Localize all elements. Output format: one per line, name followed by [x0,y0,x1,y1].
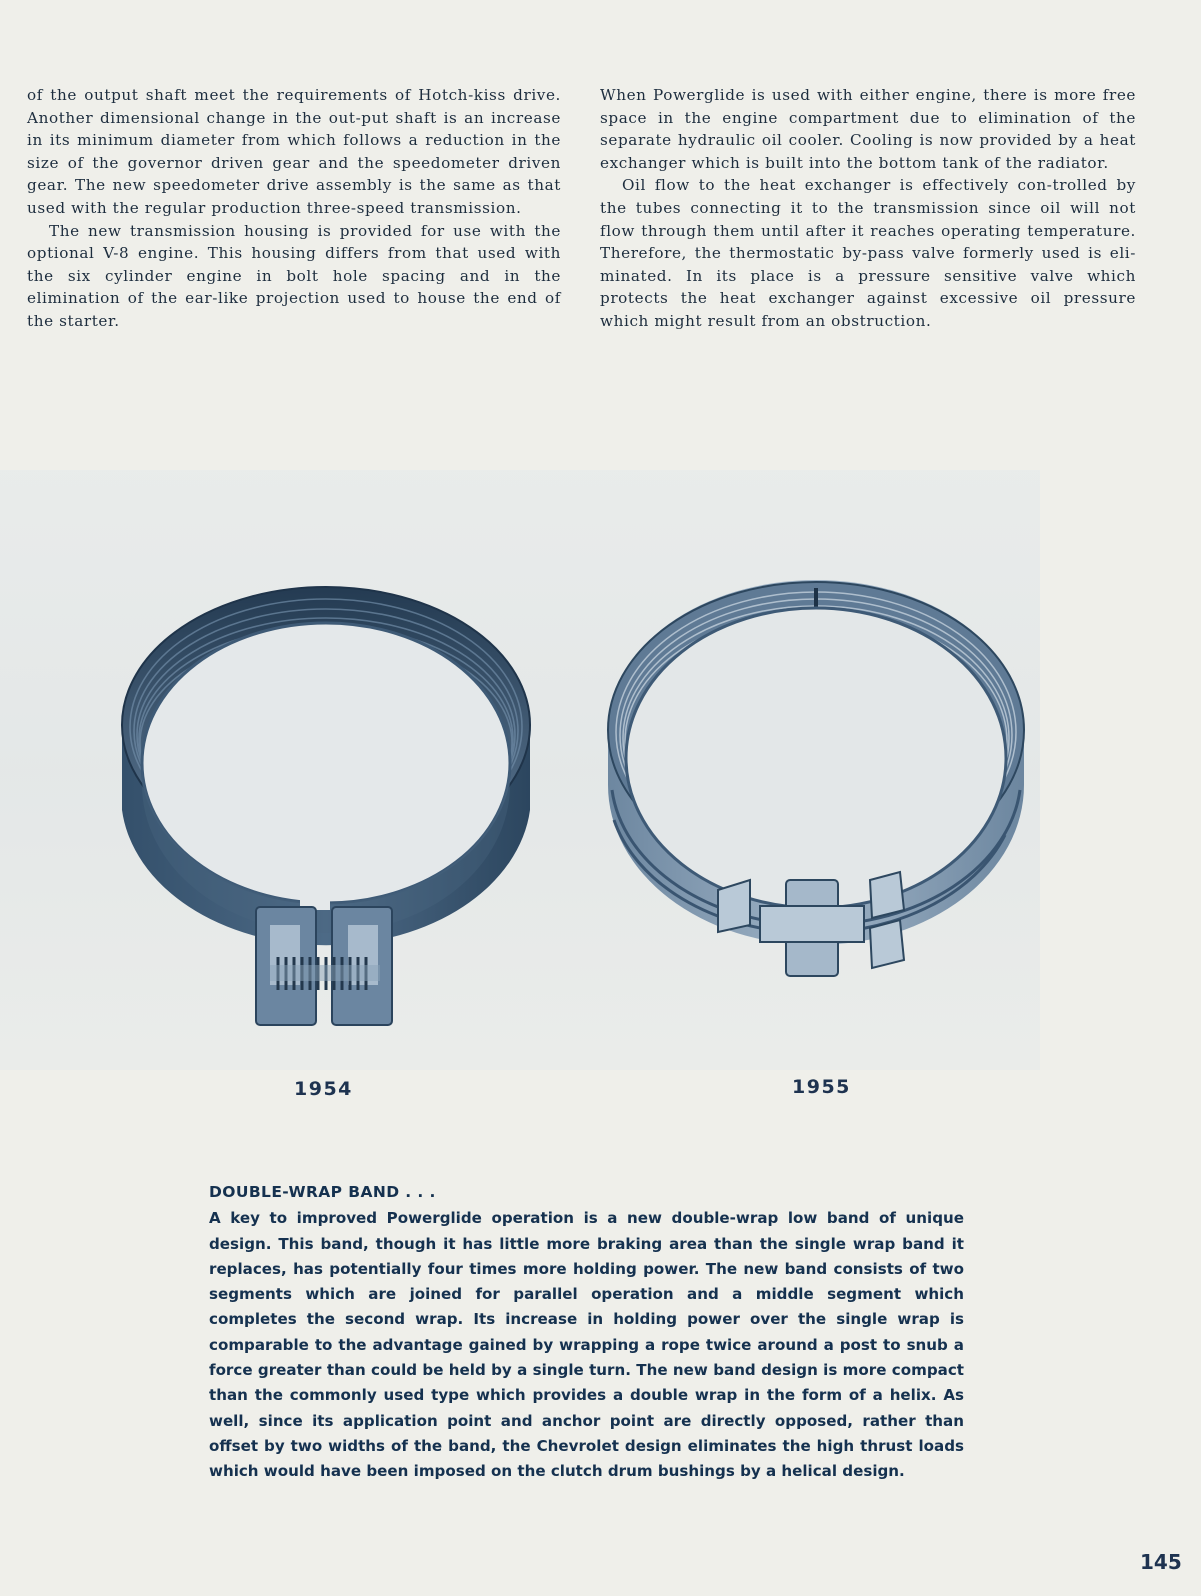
left-paragraph-2: The new transmission housing is provided for use with the optional V-8 engine. This housing differs from that used with the six cylinder engine in bolt hole spacing and in the elimination of the ear-like projection used to house the end of the starter. [27,221,561,330]
left-text-column [27,84,561,333]
right-paragraph-2: Oil flow to the heat exchanger is effectively con-trolled by the tubes connecting it to the transmission since oil will not flow through them until after it reaches operating temperature. Therefore, the thermostatic by-pass valve formerly used is eli-minated. In its place is a pressure sensitive valve which protects the heat exchanger against excessive oil pressure which might result from an obstruction. [600,176,1136,330]
right-paragraph-1: When Powerglide is used with either engine, there is more free space in the engine compartment due to elimination of the separate hydraulic oil cooler. Cooling is now provided by a heat exchanger which is built into the bottom tank of the radiator. [600,86,1136,172]
band-1954-label: 1954 [294,1078,353,1100]
band-1954-illustration [110,585,550,1055]
left-paragraph-1: of the output shaft meet the requirements of Hotch-kiss drive. Another dimensional change in the out-put shaft is an increase in its minimum diameter from which follows a reduction in the size of the governor driven gear and the speedometer driven gear. The new speedometer drive assembly is the same as that used with the regular production three-speed transmission. [27,86,561,217]
band-1955-label: 1955 [792,1076,851,1098]
band-1955-illustration [600,580,1030,1000]
page-number: 145 [1140,1550,1182,1574]
caption-title: DOUBLE-WRAP BAND . . . [209,1183,436,1201]
right-text-column [600,84,1136,333]
figure-caption [209,1180,964,1485]
caption-body: A key to improved Powerglide operation is a new double-wrap low band of unique design. This band, though it has little more braking area than the single wrap band it replaces, has potentially four times more holding power. The new band consists of two segments which are joined for parallel operation and a middle segment which completes the second wrap. Its increase in holding power over the single wrap is comparable to the advantage gained by wrapping a rope twice around a post to snub a force greater than could be held by a single turn. The new band design is more compact than the commonly used type which provides a double wrap in the form of a helix. As well, since its application point and anchor point are directly opposed, rather than offset by two widths of the band, the Chevrolet design eliminates the high thrust loads which would have been imposed on the clutch drum bushings by a helical design. [209,1209,964,1481]
